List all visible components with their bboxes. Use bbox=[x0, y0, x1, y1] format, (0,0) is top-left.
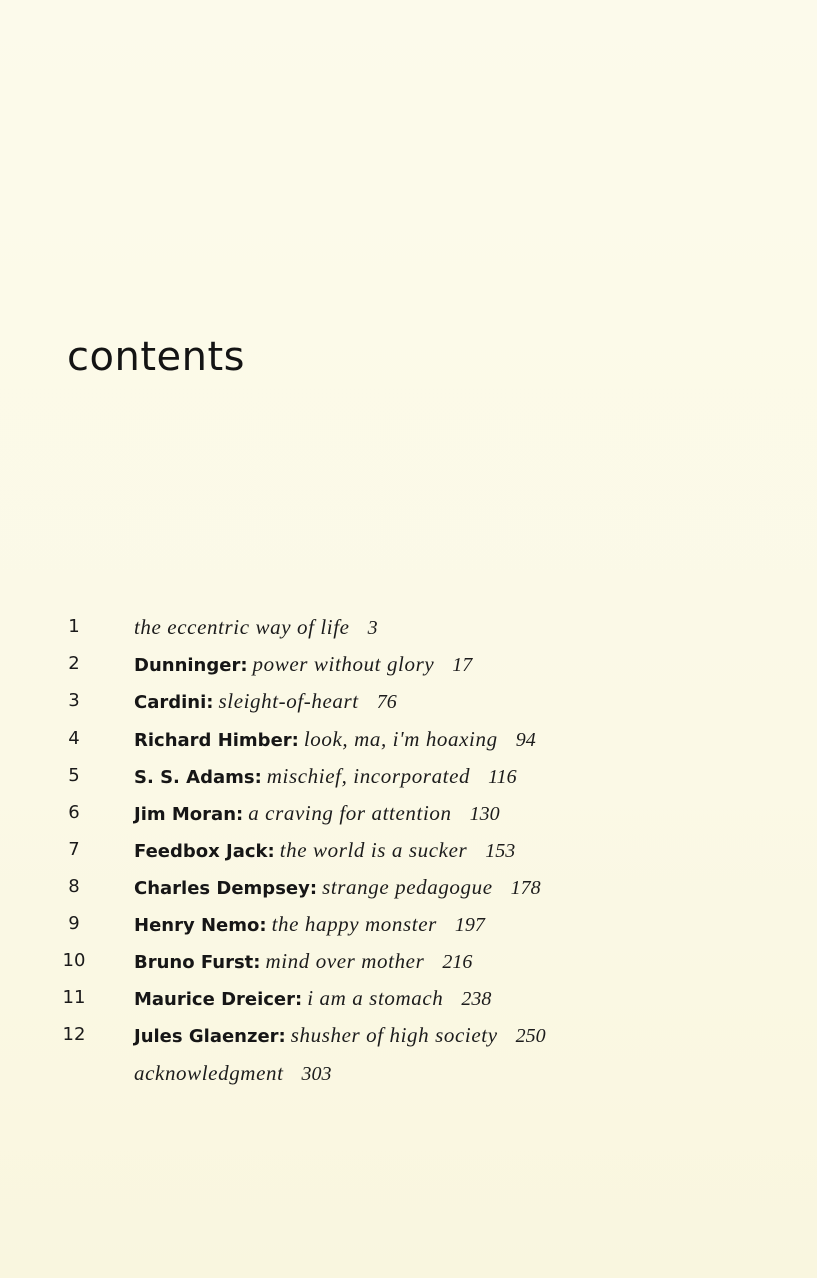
chapter-number: 12 bbox=[62, 1024, 86, 1045]
chapter-number: 1 bbox=[68, 616, 80, 637]
entry-body bbox=[134, 946, 472, 978]
entry-body bbox=[134, 761, 517, 793]
subject-name: Richard Himber: bbox=[134, 730, 299, 751]
chapter-number: 10 bbox=[62, 950, 86, 971]
subject-name: Jim Moran: bbox=[134, 804, 244, 825]
chapter-number: 2 bbox=[68, 653, 80, 674]
chapter-title: the happy monster bbox=[271, 912, 437, 936]
chapter-title: strange pedagogue bbox=[322, 875, 493, 899]
page-number: 250 bbox=[515, 1025, 546, 1047]
page-number: 94 bbox=[515, 729, 536, 751]
entry-body bbox=[134, 724, 536, 756]
entry-body bbox=[134, 1058, 332, 1089]
entry-body bbox=[134, 1020, 546, 1052]
chapter-title: mind over mother bbox=[265, 949, 425, 973]
page-number: 197 bbox=[454, 914, 485, 936]
page-number: 130 bbox=[469, 803, 500, 825]
page-number: 3 bbox=[367, 617, 378, 639]
chapter-number: 4 bbox=[68, 728, 80, 749]
subject-name: Jules Glaenzer: bbox=[134, 1026, 286, 1047]
chapter-title: mischief, incorporated bbox=[266, 764, 471, 788]
entry-body bbox=[134, 872, 541, 904]
entry-body bbox=[134, 909, 485, 941]
subject-name: Charles Dempsey: bbox=[134, 878, 318, 899]
chapter-title: the eccentric way of life bbox=[134, 615, 350, 639]
subject-name: Feedbox Jack: bbox=[134, 841, 275, 862]
page-number: 17 bbox=[452, 654, 473, 676]
page-number: 178 bbox=[510, 877, 541, 899]
chapter-title: i am a stomach bbox=[307, 986, 444, 1010]
subject-name: Henry Nemo: bbox=[134, 915, 267, 936]
chapter-title: power without glory bbox=[252, 652, 435, 676]
entry-body bbox=[134, 983, 491, 1015]
subject-name: Maurice Dreicer: bbox=[134, 989, 303, 1010]
page-number: 216 bbox=[442, 951, 473, 973]
entry-body bbox=[134, 798, 500, 830]
subject-name: Dunninger: bbox=[134, 655, 248, 676]
subject-name: Cardini: bbox=[134, 692, 214, 713]
chapter-number: 11 bbox=[62, 987, 86, 1008]
entry-body bbox=[134, 649, 472, 681]
subject-name: S. S. Adams: bbox=[134, 767, 262, 788]
chapter-title: shusher of high society bbox=[290, 1023, 498, 1047]
chapter-title: look, ma, i'm hoaxing bbox=[303, 727, 498, 751]
entry-body bbox=[134, 612, 378, 643]
page-number: 153 bbox=[485, 840, 516, 862]
subject-name: Bruno Furst: bbox=[134, 952, 261, 973]
entry-body bbox=[134, 835, 515, 867]
page-title: contents bbox=[67, 334, 245, 380]
entry-body bbox=[134, 686, 397, 718]
chapter-number: 6 bbox=[68, 802, 80, 823]
chapter-title: the world is a sucker bbox=[279, 838, 468, 862]
chapter-number: 8 bbox=[68, 876, 80, 897]
chapter-number: 5 bbox=[68, 765, 80, 786]
page-number: 303 bbox=[301, 1063, 332, 1085]
chapter-number: 9 bbox=[68, 913, 80, 934]
chapter-title: sleight-of-heart bbox=[218, 689, 359, 713]
chapter-title: acknowledgment bbox=[134, 1061, 284, 1085]
page-number: 238 bbox=[461, 988, 492, 1010]
page-number: 116 bbox=[488, 766, 517, 788]
chapter-title: a craving for attention bbox=[248, 801, 452, 825]
chapter-number: 3 bbox=[68, 690, 80, 711]
page-number: 76 bbox=[376, 691, 397, 713]
chapter-number: 7 bbox=[68, 839, 80, 860]
